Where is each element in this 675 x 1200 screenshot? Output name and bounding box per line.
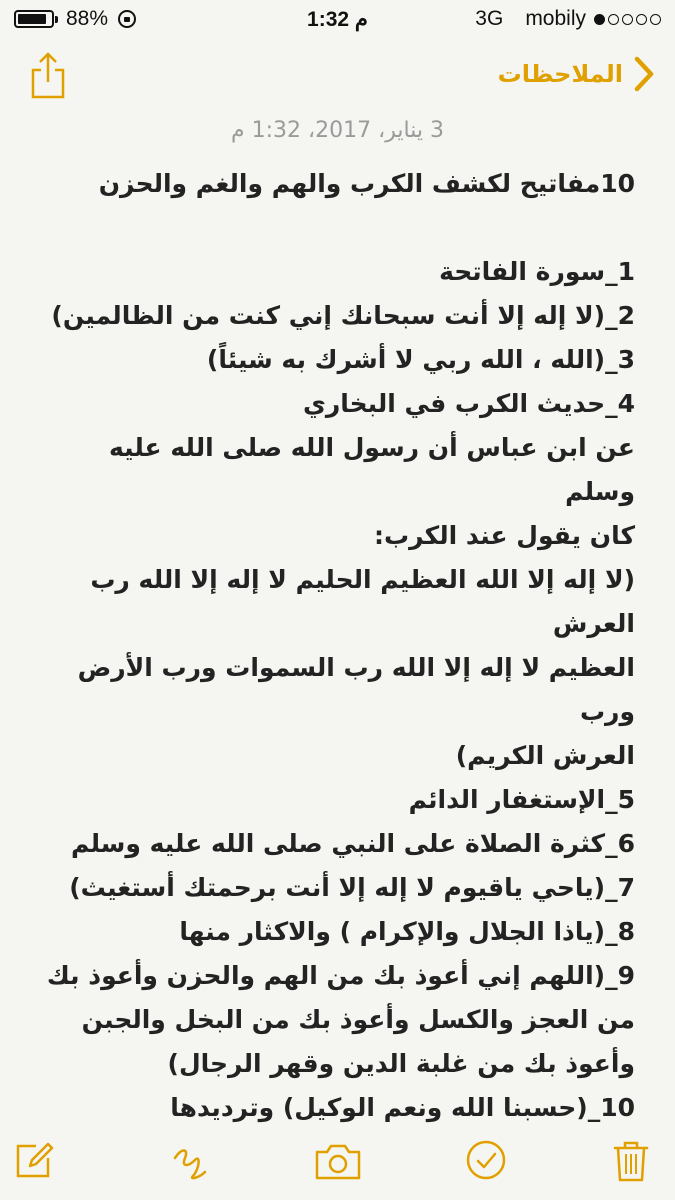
note-body[interactable] [35,162,635,1130]
bottom-toolbar [0,1116,675,1200]
note-line: 2_(لا إله إلا أنت سبحانك إني كنت من الظالمين) [51,301,635,330]
carrier-group [475,7,661,31]
note-line: 8_(ياذا الجلال والإكرام ) والاكثار منها [179,917,635,946]
note-line: 10مفاتيح لكشف الكرب والهم والغم والحزن [98,169,635,198]
note-line: (لا إله إلا الله العظيم الحليم لا إله إلا الله رب العرش [90,565,635,638]
note-line: العظيم لا إله إلا الله رب السموات ورب الأرض ورب [77,653,635,726]
back-button[interactable] [498,54,655,94]
note-line: 9_(اللهم إني أعوذ بك من الهم والحزن وأعوذ بك [46,961,635,990]
signal-strength-icon [594,14,661,25]
status-bar [0,0,675,40]
compose-button[interactable] [10,1136,58,1184]
sketch-button[interactable] [165,1136,213,1184]
note-line: 4_حديث الكرب في البخاري [302,389,635,418]
camera-icon [313,1136,363,1184]
chevron-right-icon [633,56,655,92]
battery-percent: 88% [66,7,109,30]
checklist-button[interactable] [462,1136,510,1184]
note-line: من العجز والكسل وأعوذ بك من البخل والجبن [81,1005,635,1034]
trash-button[interactable] [607,1136,655,1184]
share-icon [28,50,68,100]
note-line: العرش الكريم) [455,741,635,770]
note-line: كان يقول عند الكرب: [373,521,635,550]
note-line: 3_(الله ، الله ربي لا أشرك به شيئاً) [206,345,635,374]
note-line: عن ابن عباس أن رسول الله صلى الله عليه وسلم [108,433,635,506]
compose-icon [10,1136,58,1184]
share-button[interactable] [28,50,68,100]
network-type: 3G [475,7,504,30]
note-line: وأعوذ بك من غلبة الدين وقهر الرجال) [167,1049,635,1078]
back-button-label: الملاحظات [497,60,623,88]
carrier-name: mobily [525,7,586,30]
note-line: 10_(حسبنا الله ونعم الوكيل) وترديدها [170,1093,635,1122]
note-line: 6_كثرة الصلاة على النبي صلى الله عليه وسلم [70,829,635,858]
note-date: 3 يناير، 2017، 1:32 م [231,118,444,143]
note-line: 7_(ياحي ياقيوم لا إله إلا أنت برحمتك أستغيث) [69,873,635,902]
sketch-icon [165,1136,213,1184]
note-line: 1_سورة الفاتحة [439,257,635,286]
checklist-icon [462,1136,510,1184]
camera-button[interactable] [313,1136,361,1184]
trash-icon [607,1136,655,1184]
clock-time: 1:32 م [307,8,368,31]
note-line: 5_الإستغفار الدائم [408,785,635,814]
note-blank-line [35,206,635,250]
